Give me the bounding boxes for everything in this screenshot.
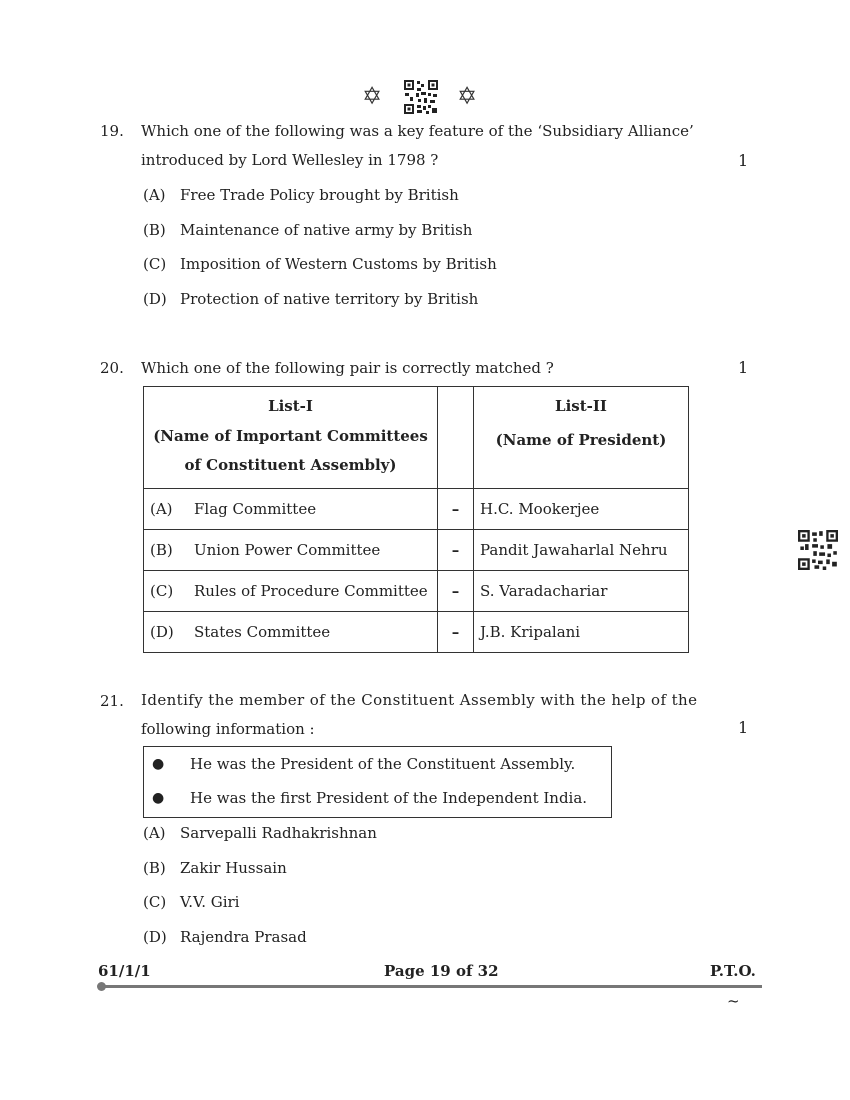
committee-name: Rules of Procedure Committee — [194, 582, 428, 600]
question-text-line: introduced by Lord Wellesley in 1798 ? — [141, 151, 439, 169]
question-marks: 1 — [738, 151, 749, 170]
table-row — [144, 612, 689, 653]
matching-table — [143, 386, 689, 653]
question-text: Which one of the following pair is correctly matched ? — [141, 359, 554, 377]
question-marks: 1 — [738, 718, 749, 737]
option-label: (B) — [143, 221, 166, 239]
page-number: Page 19 of 32 — [384, 962, 499, 980]
pto-label: P.T.O. — [710, 962, 756, 980]
table-row — [144, 571, 689, 612]
option-label: (C) — [143, 255, 167, 273]
option-item — [143, 186, 459, 204]
table-row — [144, 530, 689, 571]
table-cell-committee — [144, 612, 438, 653]
option-text: Rajendra Prasad — [180, 928, 307, 946]
header-text: of Constituent Assembly) — [184, 456, 397, 474]
question-text-line: Which one of the following was a key feature of the ‘Subsidiary Alliance’ — [141, 122, 694, 140]
question-marks: 1 — [738, 358, 749, 377]
option-label: (D) — [143, 928, 167, 946]
header-text: List-II — [555, 397, 607, 415]
option-item — [143, 859, 287, 877]
question-number: 20. — [100, 359, 124, 377]
header-text: (Name of President) — [495, 431, 667, 449]
question-text-line: Identify the member of the Constituent Assembly with the help of the — [141, 691, 698, 709]
tilde-mark: ~ — [727, 992, 740, 1010]
footer-rule-dot — [97, 982, 106, 991]
option-text: V.V. Giri — [180, 893, 240, 911]
table-cell-dash: – — [438, 612, 474, 653]
option-text: Maintenance of native army by British — [180, 221, 473, 239]
header-text: List-I — [268, 397, 313, 415]
table-cell-dash: – — [438, 571, 474, 612]
info-item: He was the first President of the Independent India. — [190, 789, 588, 807]
table-row — [144, 489, 689, 530]
table-cell-committee — [144, 530, 438, 571]
table-cell-president: Pandit Jawaharlal Nehru — [474, 530, 689, 571]
bullet-icon: ● — [152, 756, 165, 772]
option-item — [143, 824, 377, 842]
bullet-icon: ● — [152, 790, 165, 806]
info-item: He was the President of the Constituent Assembly. — [190, 755, 576, 773]
question-number: 19. — [100, 122, 124, 140]
option-text: Zakir Hussain — [180, 859, 287, 877]
star-of-david-icon: ✡ — [362, 82, 383, 110]
table-cell-dash: – — [438, 530, 474, 571]
committee-name: Flag Committee — [194, 500, 317, 518]
row-label: (C) — [150, 582, 174, 600]
option-label: (A) — [143, 824, 166, 842]
table-header-empty — [438, 387, 474, 489]
header-text: (Name of Important Committees — [153, 427, 428, 445]
qr-code-icon — [798, 530, 838, 570]
table-cell-president: J.B. Kripalani — [474, 612, 689, 653]
option-label: (A) — [143, 186, 166, 204]
option-label: (C) — [143, 893, 167, 911]
option-text: Sarvepalli Radhakrishnan — [180, 824, 377, 842]
option-text: Imposition of Western Customs by British — [180, 255, 497, 273]
paper-code: 61/1/1 — [98, 962, 151, 980]
option-label: (B) — [143, 859, 166, 877]
option-item — [143, 290, 478, 308]
option-item — [143, 221, 472, 239]
question-number: 21. — [100, 692, 124, 710]
row-label: (A) — [150, 500, 173, 518]
question-text-line: following information : — [141, 720, 315, 738]
qr-code-icon — [404, 80, 438, 114]
committee-name: States Committee — [194, 623, 331, 641]
footer-rule — [98, 985, 762, 988]
option-text: Free Trade Policy brought by British — [180, 186, 459, 204]
row-label: (B) — [150, 541, 173, 559]
option-item — [143, 928, 307, 946]
table-cell-president: H.C. Mookerjee — [474, 489, 689, 530]
question-text — [141, 117, 713, 175]
committee-name: Union Power Committee — [194, 541, 381, 559]
option-item — [143, 893, 239, 911]
option-text: Protection of native territory by British — [180, 290, 479, 308]
table-cell-committee — [144, 489, 438, 530]
table-cell-president: S. Varadachariar — [474, 571, 689, 612]
star-of-david-icon: ✡ — [457, 82, 478, 110]
option-item — [143, 255, 497, 273]
question-text — [141, 686, 713, 744]
table-header-row — [144, 387, 689, 489]
table-cell-dash: – — [438, 489, 474, 530]
table-header-list-2 — [474, 387, 689, 489]
table-header-list-1 — [144, 387, 438, 489]
option-label: (D) — [143, 290, 167, 308]
table-cell-committee — [144, 571, 438, 612]
row-label: (D) — [150, 623, 174, 641]
